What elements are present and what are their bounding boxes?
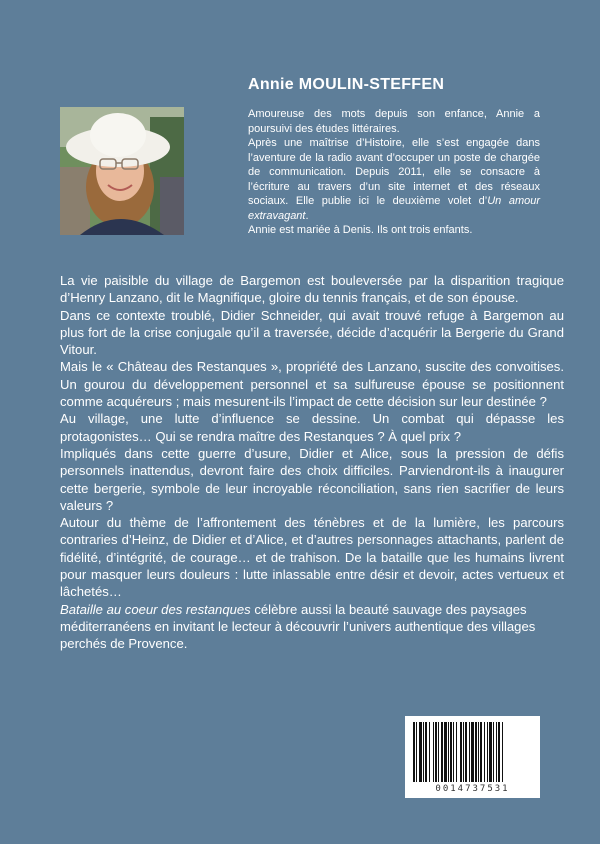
author-name: Annie MOULIN-STEFFEN (248, 76, 445, 93)
barcode-bar (496, 722, 497, 782)
barcode-bar (484, 722, 485, 782)
synopsis-paragraph: Impliqués dans cette guerre d’usure, Didier et Alice, sous la pression de défis personnels inattendus, devront faire des choix difficiles. Parviendront-ils à inaugurer cette bergerie, symbole de leur incroyable réconciliation, sans rien sacrifier de leurs valeurs ? (60, 445, 564, 513)
barcode-bar (429, 722, 430, 782)
bio-paragraph: Amoureuse des mots depuis son enfance, Annie a poursuivi des études littéraires. (248, 108, 540, 135)
barcode-bar (425, 722, 427, 782)
barcode-bar (489, 722, 492, 782)
synopsis-paragraph: Bataille au coeur des restanques célèbre aussi la beauté sauvage des paysages méditerranéens en invitant le lecteur à découvrir l’univers authentique des villages perchés de Provence. (60, 601, 536, 652)
barcode-bar (413, 722, 415, 782)
barcode-bar (453, 722, 454, 782)
barcode-bar (463, 722, 464, 782)
barcode-bar (456, 722, 457, 782)
barcode-bar (438, 722, 439, 782)
barcode-bar (444, 722, 447, 782)
barcode-digits: 0014737531 (435, 784, 510, 794)
barcode-bar (465, 722, 467, 782)
synopsis-paragraph: Dans ce contexte troublé, Didier Schneider, qui avait trouvé refuge à Bargemon au plus fort de la crise conjugale qu’il a traversée, décide d’acquérir la Bergerie du Grand Vitour. (60, 307, 564, 358)
synopsis-paragraph: Autour du thème de l’affrontement des ténèbres et de la lumière, les parcours contraries d’Heinz, de Didier et d’Alice, et d’autres personnages attachants, parlent de fidélité, d’intégrité, de courage… et de trahison. De la bataille que les humains livrent pour masquer leurs douleurs : lutte inlassable entre désir et devoir, actes vertueux et lâchetés… (60, 515, 564, 600)
barcode-bar (433, 722, 434, 782)
book-title: Bataille au coeur des restanques (60, 601, 251, 617)
barcode-bar (450, 722, 452, 782)
barcode-bar (478, 722, 479, 782)
barcode-bar (435, 722, 437, 782)
synopsis (60, 272, 564, 653)
barcode-bar (423, 722, 424, 782)
bio-paragraph: Annie est mariée à Denis. Ils ont trois enfants. (248, 224, 473, 236)
barcode-bar (460, 722, 462, 782)
barcode-bar (493, 722, 494, 782)
bio-paragraph: Après une maîtrise d’Histoire, elle s’est engagée dans l’aventure de la radio avant d’occuper un poste de chargée de communication. Depuis 2011, elle se consacre à l’écriture au travers d’un site internet et des réseaux sociaux. Elle publie ici le deuxième volet d’Un amour extravagant. (248, 137, 541, 222)
synopsis-paragraph: Au village, une lutte d’influence se dessine. Un combat qui dépasse les protagonistes… Qui se rendra maître des Restanques ? À quel prix ? (60, 411, 564, 444)
barcode-bar (498, 722, 500, 782)
barcode-bar (487, 722, 488, 782)
barcode-bar (419, 722, 422, 782)
author-photo (60, 107, 184, 235)
barcode-bar (416, 722, 417, 782)
barcode-bar (441, 722, 443, 782)
book-title: Un amour extravagant (248, 195, 541, 222)
barcode-bar (469, 722, 470, 782)
barcode-bar (448, 722, 449, 782)
synopsis-paragraph: La vie paisible du village de Bargemon est bouleversée par la disparition tragique d’Henry Lanzano, dit le Magnifique, gloire du tennis français, et de son épouse. (60, 273, 564, 306)
barcode-bar (480, 722, 482, 782)
barcode-bars (405, 716, 540, 786)
barcode (405, 716, 540, 798)
barcode-bar (471, 722, 474, 782)
author-bio (248, 107, 540, 238)
barcode-bar (502, 722, 503, 782)
synopsis-paragraph: Mais le « Château des Restanques », propriété des Lanzano, suscite des convoitises. Un gourou du développement personnel et sa sulfureuse épouse se positionnent comme acquéreurs ; mais mesurent-ils l’impact de cette décision sur leur destinée ? (60, 359, 564, 410)
barcode-bar (475, 722, 477, 782)
